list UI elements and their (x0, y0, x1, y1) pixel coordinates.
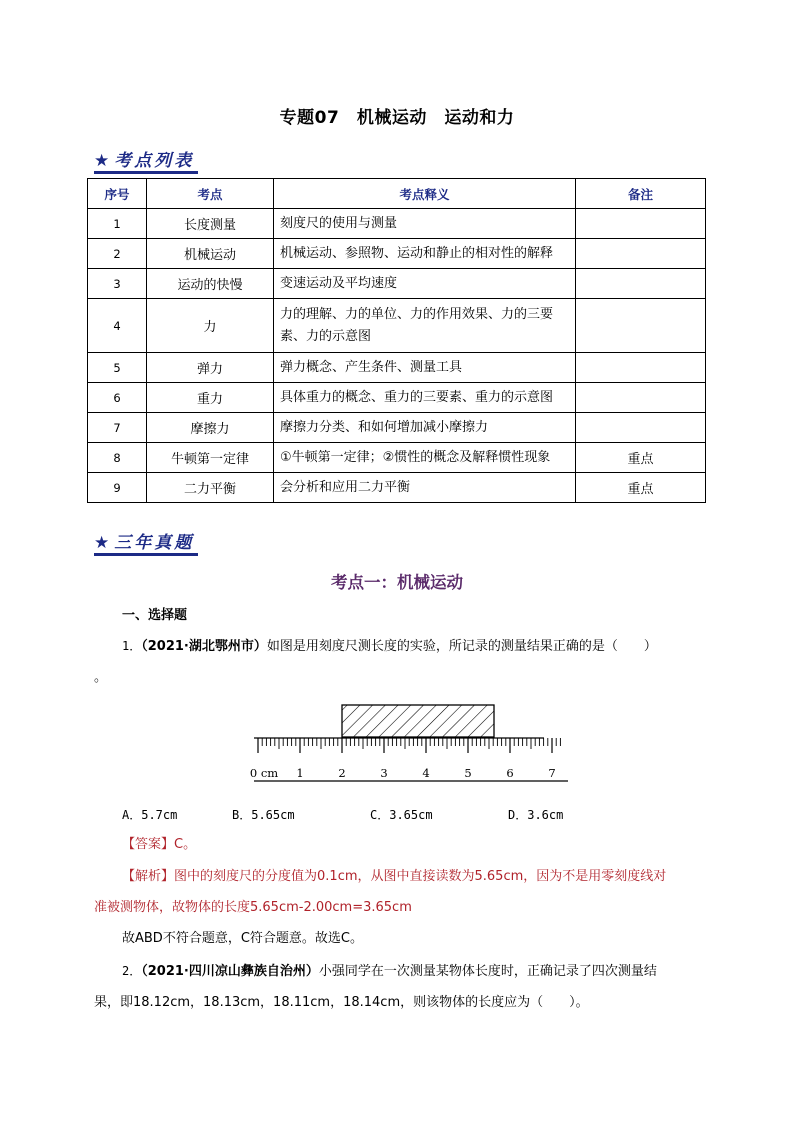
analysis-tag: 【解析】 (122, 869, 175, 884)
ruler-label: 5 (464, 766, 472, 780)
question-source: （2021·湖北鄂州市） (141, 639, 267, 654)
row-note (576, 269, 706, 299)
row-note (576, 353, 706, 383)
row-note (576, 413, 706, 443)
row-point: 机械运动 (147, 239, 274, 269)
row-num: 9 (88, 473, 147, 503)
measured-object (342, 705, 494, 737)
table-row (88, 353, 706, 383)
row-num: 1 (88, 209, 147, 239)
ruler-ticks (258, 738, 560, 753)
subsection-title: 考点一：机械运动 (331, 573, 463, 592)
ruler-label: 4 (422, 766, 430, 780)
question-source: （2021·四川凉山彝族自治州） (141, 964, 319, 979)
row-point: 二力平衡 (147, 473, 274, 503)
table-row (88, 383, 706, 413)
row-num: 3 (88, 269, 147, 299)
row-point: 长度测量 (147, 209, 274, 239)
ruler-label: 3 (380, 766, 388, 780)
ruler-label: 1 (296, 766, 304, 780)
conclusion-line: 故ABD不符合题意，C符合题意。故选C。 (122, 931, 363, 946)
row-desc: ①牛顿第一定律；②惯性的概念及解释惯性现象 (274, 443, 576, 473)
row-num: 2 (88, 239, 147, 269)
table-row (88, 473, 706, 503)
row-point: 力 (147, 299, 274, 353)
ruler-label: 7 (548, 766, 556, 780)
option-a: A．5.7cm (122, 808, 178, 822)
row-desc: 会分析和应用二力平衡 (274, 473, 576, 503)
option-b: B．5.65cm (232, 808, 295, 822)
row-note (576, 299, 706, 353)
question-1-stem-end: 。 (94, 670, 108, 685)
ruler-label: 2 (338, 766, 346, 780)
star-icon: ★ (94, 151, 113, 171)
row-num: 8 (88, 443, 147, 473)
row-num: 6 (88, 383, 147, 413)
row-point: 弹力 (147, 353, 274, 383)
question-text: 如图是用刻度尺测长度的实验，所记录的测量结果正确的是（ ） (266, 639, 657, 654)
question-1-stem (122, 631, 657, 662)
heading-underline (94, 553, 198, 556)
analysis-text: 图中的刻度尺的分度值为0.1cm，从图中直接读数为5.65cm，因为不是用零刻度线对 (174, 869, 667, 884)
table-row (88, 413, 706, 443)
row-note (576, 209, 706, 239)
question-2-stem (122, 956, 657, 987)
section-heading-kaodian (94, 146, 194, 171)
page-title: 专题07 机械运动 运动和力 (279, 108, 515, 128)
row-point: 重力 (147, 383, 274, 413)
table-row (88, 443, 706, 473)
table-row (88, 239, 706, 269)
question-text: 小强同学在一次测量某物体长度时，正确记录了四次测量结 (318, 964, 657, 979)
row-num: 4 (88, 299, 147, 353)
question-2-stem-line2: 果，即18.12cm，18.13cm，18.11cm，18.14cm，则该物体的长度应为（ ）。 (94, 995, 589, 1010)
star-icon: ★ (94, 533, 113, 553)
row-desc: 弹力概念、产生条件、测量工具 (274, 353, 576, 383)
header-point: 考点 (147, 179, 274, 209)
ruler-figure (250, 700, 580, 786)
heading-underline (94, 171, 198, 174)
row-desc: 变速运动及平均速度 (274, 269, 576, 299)
table-row (88, 299, 706, 353)
header-note: 备注 (576, 179, 706, 209)
row-note (576, 239, 706, 269)
analysis-line-1 (122, 862, 666, 892)
answer-tag: 【答案】 (122, 837, 175, 852)
section-heading-text: 考点列表 (114, 151, 195, 171)
option-d: D．3.6cm (508, 808, 564, 822)
analysis-line-2: 准被测物体，故物体的长度5.65cm-2.00cm=3.65cm (94, 900, 412, 915)
ruler-label: 6 (506, 766, 514, 780)
row-note: 重点 (576, 473, 706, 503)
table-header-row (88, 179, 706, 209)
option-c: C．3.65cm (370, 808, 433, 822)
question-type: 一、选择题 (122, 608, 188, 623)
row-note: 重点 (576, 443, 706, 473)
section-heading-zhenti (94, 528, 194, 553)
header-desc: 考点释义 (274, 179, 576, 209)
answer-line (122, 830, 196, 860)
question-number: 1． (122, 639, 142, 653)
row-point: 运动的快慢 (147, 269, 274, 299)
row-num: 7 (88, 413, 147, 443)
exam-points-table (87, 178, 706, 503)
ruler-labels (250, 766, 556, 780)
table-row (88, 269, 706, 299)
row-desc: 具体重力的概念、重力的三要素、重力的示意图 (274, 383, 576, 413)
header-num: 序号 (88, 179, 147, 209)
table-row (88, 209, 706, 239)
question-number: 2． (122, 964, 142, 978)
row-point: 牛顿第一定律 (147, 443, 274, 473)
row-desc: 刻度尺的使用与测量 (274, 209, 576, 239)
row-desc: 摩擦力分类、和如何增加减小摩擦力 (274, 413, 576, 443)
row-point: 摩擦力 (147, 413, 274, 443)
section-heading-text: 三年真题 (114, 533, 195, 553)
ruler-label: 0 cm (250, 766, 279, 780)
row-note (576, 383, 706, 413)
row-desc: 机械运动、参照物、运动和静止的相对性的解释 (274, 239, 576, 269)
answer-value: C。 (174, 837, 197, 852)
row-desc: 力的理解、力的单位、力的作用效果、力的三要素、力的示意图 (274, 299, 576, 353)
row-num: 5 (88, 353, 147, 383)
